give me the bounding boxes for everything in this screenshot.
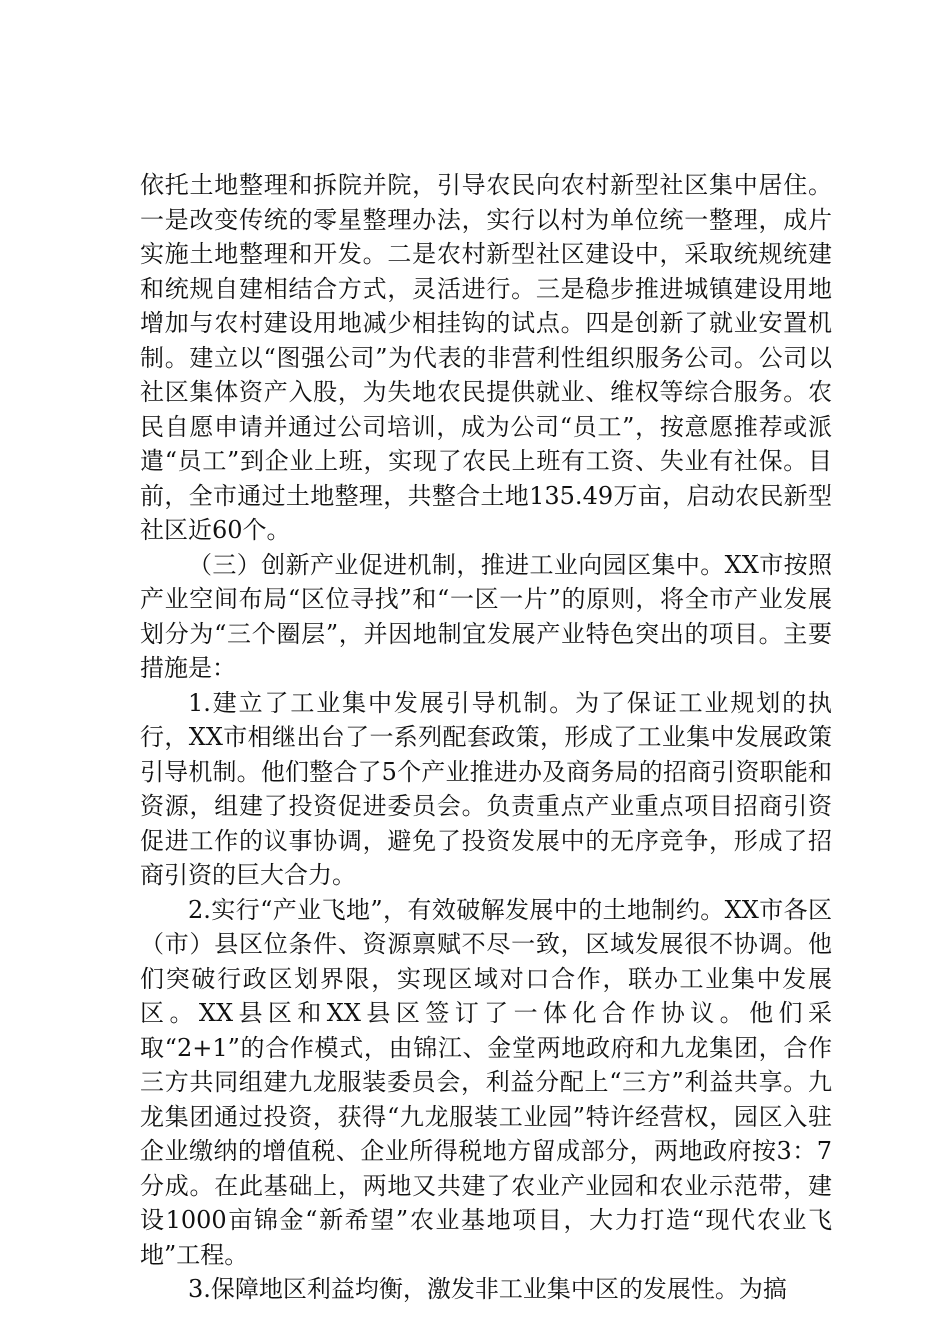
paragraph-item-three: 3.保障地区利益均衡，激发非工业集中区的发展性。为搞 <box>188 1275 787 1303</box>
paragraph-section-three-heading: （三）创新产业促进机制，推进工业向园区集中。XX市按照产业空间布局“区位寻找”和“一区一片”的原则，将全市产业发展划分为“三个圈层”，并因地制宜发展产业特色突出的项目。主要措施是： <box>140 550 832 682</box>
paragraph-item-one: 1.建立了工业集中发展引导机制。为了保证工业规划的执行，XX市相继出台了一系列配套政策，形成了工业集中发展政策引导机制。他们整合了5个产业推进办及商务局的招商引资职能和资源，组建了投资促进委员会。负责重点产业重点项目招商引资促进工作的议事协调，避免了投资发展中的无序竞争，形成了招商引资的巨大合力。 <box>140 688 832 889</box>
paragraph-item-two: 2.实行“产业飞地”，有效破解发展中的土地制约。XX市各区（市）县区位条件、资源禀赋不尽一致，区域发展很不协调。他们突破行政区划界限，实现区域对口合作，联办工业集中发展区。XX县区和XX县区签订了一体化合作协议。他们采取“2+1”的合作模式，由锦江、金堂两地政府和九龙集团，合作三方共同组建九龙服装委员会，利益分配上“三方”利益共享。九龙集团通过投资，获得“九龙服装工业园”特许经营权，园区入驻企业缴纳的增值税、企业所得税地方留成部分，两地政府按3：7分成。在此基础上，两地又共建了农业产业园和农业示范带，建设1000亩锦金“新希望”农业基地项目，大力打造“现代农业飞地”工程。 <box>140 895 832 1269</box>
document-body <box>140 168 832 1307</box>
paragraph-land-consolidation: 依托土地整理和拆院并院，引导农民向农村新型社区集中居住。一是改变传统的零星整理办法，实行以村为单位统一整理，成片实施土地整理和开发。二是农村新型社区建设中，采取统规统建和统规自建相结合方式，灵活进行。三是稳步推进城镇建设用地增加与农村建设用地减少相挂钩的试点。四是创新了就业安置机制。建立以“图强公司”为代表的非营利性组织服务公司。公司以社区集体资产入股，为失地农民提供就业、维权等综合服务。农民自愿申请并通过公司培训，成为公司“员工”，按意愿推荐或派遣“员工”到企业上班，实现了农民上班有工资、失业有社保。目前，全市通过土地整理，共整合土地135.49万亩，启动农民新型社区近60个。 <box>140 171 832 544</box>
